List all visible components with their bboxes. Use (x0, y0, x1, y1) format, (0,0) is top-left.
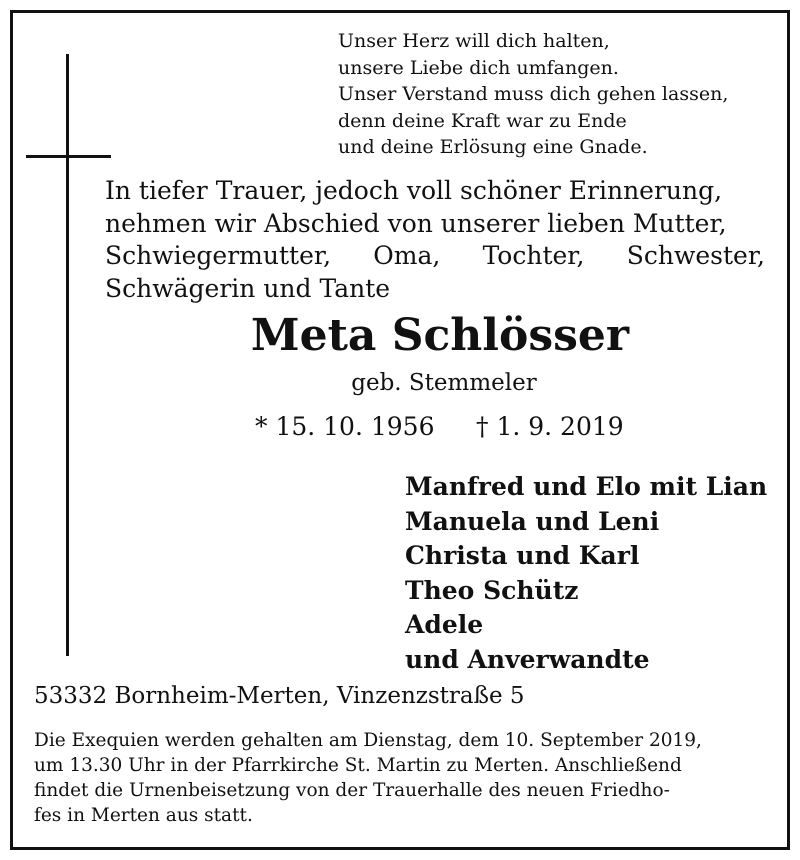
mourner-entry: und Anverwandte (405, 644, 650, 674)
mourner-entry: Adele (405, 610, 484, 639)
poem-line: Unser Verstand muss dich gehen lassen, (338, 83, 729, 105)
poem-line: unsere Liebe dich umfangen. (338, 56, 619, 79)
intro-text (105, 175, 765, 305)
birth-name: geb. Stemmeler (351, 370, 537, 396)
mourner-entry: Manfred und Elo mit Lian (405, 472, 768, 501)
cross-symbol-horizontal-bar (26, 155, 111, 158)
poem-line: denn deine Kraft war zu Ende (338, 109, 627, 132)
death-date: † 1. 9. 2019 (476, 412, 624, 441)
intro-line-relations (105, 240, 765, 273)
mourner-entry: Christa und Karl (405, 541, 640, 570)
intro-word: Schwester, (626, 241, 765, 270)
mourner-entry: Manuela und Leni (405, 506, 660, 536)
service-line: findet die Urnenbeisetzung von der Trauerhalle des neuen Friedho- (34, 780, 670, 801)
poem-line: Unser Herz will dich halten, (338, 30, 610, 52)
mourners-list (405, 470, 767, 677)
intro-line: In tiefer Trauer, jedoch voll schöner Erinnerung, (105, 176, 723, 205)
intro-line: nehmen wir Abschied von unserer lieben Mutter, (105, 208, 727, 238)
funeral-service-info (34, 728, 772, 828)
family-address: 53332 Bornheim-Merten, Vinzenzstraße 5 (34, 683, 525, 709)
poem-line: und deine Erlösung eine Gnade. (338, 136, 648, 158)
poem (338, 28, 728, 161)
mourner-entry: Theo Schütz (405, 575, 579, 605)
service-line: um 13.30 Uhr in der Pfarrkirche St. Martin zu Merten. Anschließend (34, 755, 682, 776)
intro-line: Schwägerin und Tante (105, 273, 391, 303)
intro-word: Tochter, (482, 241, 585, 270)
intro-word: Schwiegermutter, (105, 241, 332, 270)
intro-word: Oma, (373, 241, 441, 270)
service-line: fes in Merten aus statt. (34, 805, 253, 826)
birth-date: * 15. 10. 1956 (255, 412, 435, 441)
service-line: Die Exequien werden gehalten am Dienstag, dem 10. September 2019, (34, 730, 702, 751)
deceased-name: Meta Schlösser (250, 310, 630, 361)
